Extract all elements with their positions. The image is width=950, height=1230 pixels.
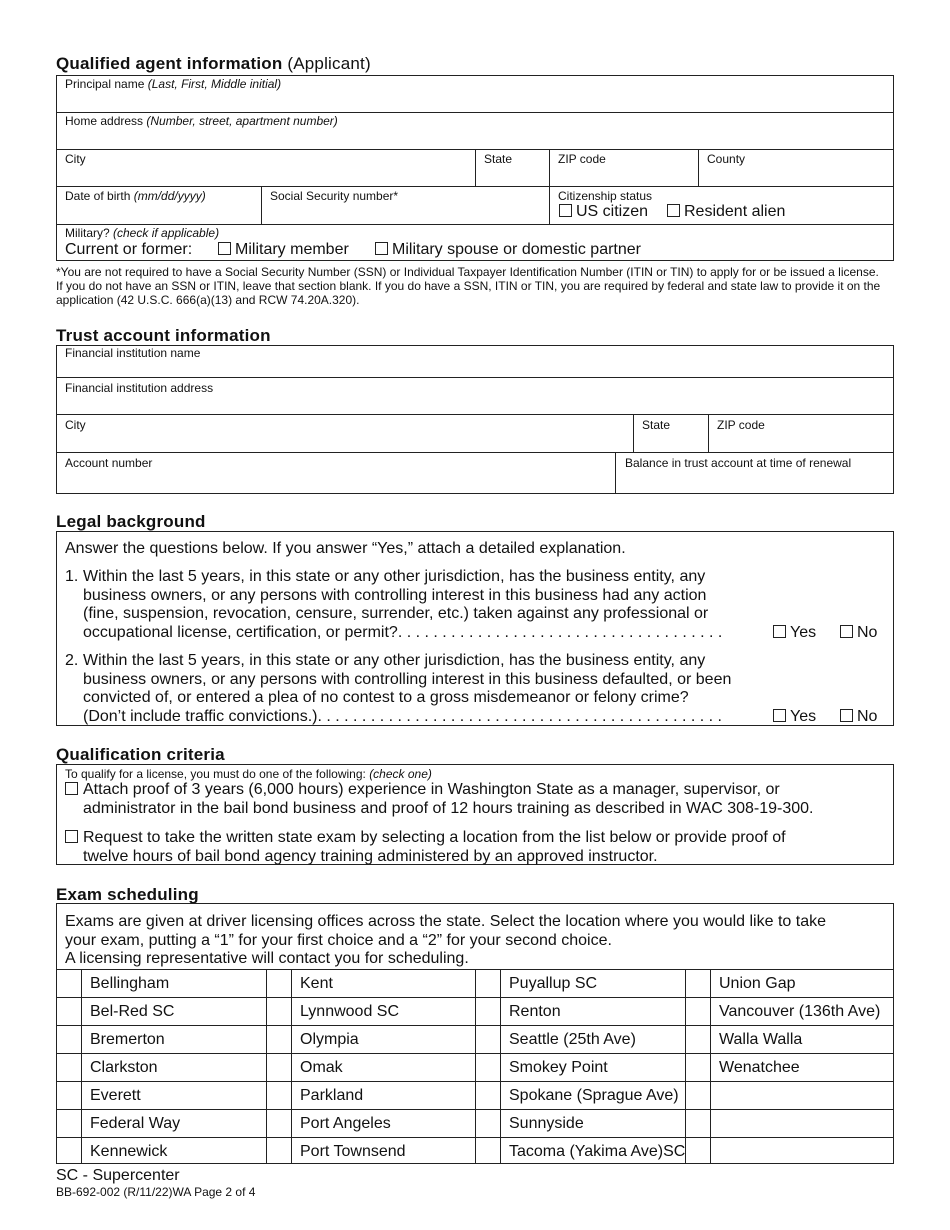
question-1-line: Within the last 5 years, in this state or any other jurisdiction, has the business entity, any — [83, 568, 706, 585]
military-label — [65, 226, 219, 240]
exam-choice-box[interactable] — [475, 1109, 500, 1137]
question-2-no-checkbox[interactable] — [840, 709, 853, 722]
exam-choice-box[interactable] — [266, 969, 291, 997]
question-1-yes-checkbox[interactable] — [773, 625, 786, 638]
resident-alien-label: Resident alien — [684, 203, 786, 220]
divider — [261, 186, 262, 224]
exam-location: Sunnyside — [509, 1115, 584, 1132]
exam-location: Wenatchee — [719, 1059, 800, 1076]
institution-address-field[interactable]: Financial institution address — [65, 381, 214, 395]
yes-label: Yes — [790, 624, 817, 641]
military-text: Military? — [65, 226, 110, 240]
legal-section-title: Legal background — [56, 512, 206, 531]
exam-location: Seattle (25th Ave) — [509, 1031, 636, 1048]
resident-alien-option[interactable] — [667, 203, 785, 221]
exam-location: Renton — [509, 1003, 561, 1020]
exam-location: Walla Walla — [719, 1031, 803, 1048]
exam-choice-box[interactable] — [475, 1081, 500, 1109]
exam-choice-box[interactable] — [266, 1081, 291, 1109]
grid-line — [710, 969, 711, 1164]
current-former-label: Current or former: — [65, 241, 193, 258]
grid-line — [500, 969, 501, 1164]
exam-choice-box[interactable] — [56, 1025, 81, 1053]
question-2-yes[interactable] — [773, 708, 816, 726]
question-2-line: Within the last 5 years, in this state or any other jurisdiction, has the business entity, any — [83, 652, 706, 669]
ssn-footnote-star: * — [56, 265, 61, 279]
form-id: BB-692-002 (R/11/22)WA Page 2 of 4 — [56, 1185, 256, 1199]
exam-choice-box[interactable] — [685, 1053, 710, 1081]
exam-location: Bel-Red SC — [90, 1003, 175, 1020]
agent-city-field[interactable]: City — [65, 152, 86, 166]
exam-choice-box[interactable] — [56, 1137, 81, 1165]
option-1-line: administrator in the bail bond business and proof of 12 hours training as described in WAC 308-19-300. — [83, 799, 814, 817]
dob-hint: (mm/dd/yyyy) — [133, 189, 206, 203]
exam-choice-box[interactable] — [266, 1053, 291, 1081]
exam-choice-box[interactable] — [266, 1025, 291, 1053]
exam-choice-box[interactable] — [475, 1137, 500, 1165]
no-label: No — [857, 708, 878, 725]
home-address-label: Home address — [65, 114, 144, 128]
exam-section-title: Exam scheduling — [56, 885, 199, 904]
qualification-option-2-text — [83, 829, 786, 866]
exam-intro-line: A licensing representative will contact you for scheduling. — [65, 950, 469, 968]
divider — [56, 414, 894, 415]
principal-name-field[interactable] — [65, 77, 281, 91]
exam-choice-box[interactable] — [266, 1137, 291, 1165]
exam-location: Omak — [300, 1059, 343, 1076]
qualification-intro — [65, 767, 432, 781]
question-2-line: business owners, or any persons with controlling interest in this business defaulted, or been — [83, 670, 732, 688]
exam-choice-box[interactable] — [475, 1025, 500, 1053]
divider — [708, 414, 709, 452]
us-citizen-option[interactable] — [559, 203, 648, 221]
divider — [56, 224, 894, 225]
option-1-checkbox[interactable] — [65, 782, 78, 795]
agent-county-field[interactable]: County — [707, 152, 746, 166]
dob-label: Date of birth — [65, 189, 131, 203]
divider — [56, 452, 894, 453]
exam-choice-box[interactable] — [475, 997, 500, 1025]
exam-choice-box[interactable] — [266, 997, 291, 1025]
agent-section-title — [56, 54, 371, 74]
agent-title-suffix: (Applicant) — [287, 54, 371, 73]
divider — [549, 149, 550, 224]
military-member-label: Military member — [235, 241, 349, 258]
exam-location: Bremerton — [90, 1031, 165, 1048]
exam-intro-line: your exam, putting a “1” for your first choice and a “2” for your second choice. — [65, 931, 612, 949]
military-member-option[interactable] — [218, 241, 349, 259]
trust-zip-field[interactable]: ZIP code — [717, 418, 765, 432]
exam-choice-box[interactable] — [56, 969, 81, 997]
yes-label: Yes — [790, 708, 817, 725]
exam-location: Kennewick — [90, 1143, 168, 1160]
exam-location: Spokane (Sprague Ave) — [509, 1087, 679, 1104]
exam-choice-box[interactable] — [685, 969, 710, 997]
exam-location: Smokey Point — [509, 1059, 608, 1076]
divider — [56, 112, 894, 113]
question-2-no[interactable] — [840, 708, 877, 726]
us-citizen-label: US citizen — [576, 203, 649, 220]
exam-choice-box[interactable] — [685, 1025, 710, 1053]
qualification-intro-text: To qualify for a license, you must do one of the following: — [65, 767, 366, 781]
option-1-line: Attach proof of 3 years (6,000 hours) experience in Washington State as a manager, supervisor, or — [83, 781, 780, 798]
trust-balance-field[interactable]: Balance in trust account at time of renewal — [625, 456, 852, 470]
option-2-checkbox[interactable] — [65, 830, 78, 843]
home-address-hint: (Number, street, apartment number) — [146, 114, 338, 128]
exam-choice-box[interactable] — [685, 1081, 710, 1109]
exam-choice-box[interactable] — [56, 1109, 81, 1137]
question-1-no-checkbox[interactable] — [840, 625, 853, 638]
citizenship-label: Citizenship status — [558, 189, 653, 203]
exam-location: Clarkston — [90, 1059, 158, 1076]
ssn-footnote — [56, 265, 886, 307]
institution-name-field[interactable]: Financial institution name — [65, 346, 201, 360]
grid-line — [291, 969, 292, 1164]
divider — [475, 149, 476, 186]
resident-alien-checkbox[interactable] — [667, 204, 680, 217]
exam-location: Kent — [300, 975, 333, 992]
exam-choice-box[interactable] — [685, 997, 710, 1025]
option-2-line: twelve hours of bail bond agency training administered by an approved instructor. — [83, 847, 658, 865]
exam-intro — [65, 913, 826, 969]
principal-name-hint: (Last, First, Middle initial) — [147, 77, 282, 91]
qualification-option-2[interactable] — [65, 829, 82, 848]
legal-intro: Answer the questions below. If you answer “Yes,” attach a detailed explanation. — [65, 540, 626, 557]
divider — [698, 149, 699, 186]
military-spouse-label: Military spouse or domestic partner — [392, 241, 641, 258]
exam-location: Lynnwood SC — [300, 1003, 400, 1020]
question-1 — [83, 568, 783, 643]
exam-choice-box[interactable] — [56, 997, 81, 1025]
ssn-field[interactable]: Social Security number* — [270, 189, 399, 203]
divider — [633, 414, 634, 452]
exam-location: Parkland — [300, 1087, 364, 1104]
option-2-line: Request to take the written state exam by selecting a location from the list below or provide proof of — [83, 829, 786, 846]
question-2-line: (Don’t include traffic convictions.). . . . . . . . . . . . . . . . . . . . . . . . . . . . . . . . . . . . . . . . . . . . . . — [83, 708, 722, 726]
trust-state-field[interactable]: State — [642, 418, 671, 432]
qualification-section-title: Qualification criteria — [56, 745, 225, 764]
exam-location: Port Angeles — [300, 1115, 391, 1132]
dob-field[interactable] — [65, 189, 206, 203]
agent-zip-field[interactable]: ZIP code — [558, 152, 606, 166]
military-spouse-checkbox[interactable] — [375, 242, 388, 255]
question-1-no[interactable] — [840, 624, 877, 642]
qualification-intro-hint: (check one) — [369, 767, 432, 781]
home-address-field[interactable] — [65, 114, 338, 128]
divider — [56, 377, 894, 378]
question-1-line: (fine, suspension, revocation, censure, surrender, etc.) taken against any professional or — [83, 605, 709, 623]
grid-line — [81, 969, 82, 1164]
ssn-footnote-text: You are not required to have a Social Security Number (SSN) or Individual Taxpayer Identification Number (ITIN or TIN) to apply for or be issued a license. If you do not have an SSN or ITIN, leave that section blank. If you do have a SSN, ITIN or TIN, you are required by federal and state law to provide it on the application (42 U.S.C. 666(a)(13) and RCW 74.20A.320). — [56, 265, 881, 307]
question-1-line: business owners, or any persons with controlling interest in this business had any action — [83, 586, 707, 604]
trust-city-field[interactable]: City — [65, 418, 86, 432]
divider — [615, 452, 616, 494]
exam-location: Everett — [90, 1087, 141, 1104]
exam-choice-box[interactable] — [685, 1109, 710, 1137]
divider — [56, 186, 894, 187]
exam-location: Puyallup SC — [509, 975, 598, 992]
exam-location: Bellingham — [90, 975, 170, 992]
military-spouse-option[interactable] — [375, 241, 641, 259]
exam-choice-box[interactable] — [475, 969, 500, 997]
exam-location: Olympia — [300, 1031, 359, 1048]
us-citizen-checkbox[interactable] — [559, 204, 572, 217]
exam-location: Union Gap — [719, 975, 796, 992]
question-2 — [83, 652, 783, 727]
agent-state-field[interactable]: State — [484, 152, 513, 166]
military-hint: (check if applicable) — [113, 226, 220, 240]
qualification-option-1-text — [83, 781, 814, 818]
question-2-line: convicted of, or entered a plea of no contest to a gross misdemeanor or felony crime? — [83, 689, 689, 707]
exam-intro-line: Exams are given at driver licensing offices across the state. Select the location where you would like to take — [65, 913, 826, 930]
no-label: No — [857, 624, 878, 641]
question-1-line: occupational license, certification, or permit?. . . . . . . . . . . . . . . . . . . . . . . . . . . . . . . . . . . . . — [83, 624, 723, 642]
exam-location: Tacoma (Yakima Ave)SC — [509, 1143, 686, 1160]
question-1-yes[interactable] — [773, 624, 816, 642]
exam-location: Federal Way — [90, 1115, 181, 1132]
account-number-field[interactable]: Account number — [65, 456, 153, 470]
exam-location: Vancouver (136th Ave) — [719, 1003, 881, 1020]
question-2-number: 2. — [65, 652, 79, 669]
qualification-option-1[interactable] — [65, 781, 82, 800]
question-1-number: 1. — [65, 568, 79, 585]
supercenter-note: SC - Supercenter — [56, 1167, 180, 1184]
exam-choice-box[interactable] — [266, 1109, 291, 1137]
trust-info-box — [56, 345, 894, 494]
question-2-yes-checkbox[interactable] — [773, 709, 786, 722]
principal-name-label: Principal name — [65, 77, 145, 91]
trust-section-title: Trust account information — [56, 326, 271, 345]
exam-choice-box[interactable] — [475, 1053, 500, 1081]
exam-choice-box[interactable] — [56, 1053, 81, 1081]
military-member-checkbox[interactable] — [218, 242, 231, 255]
exam-choice-box[interactable] — [56, 1081, 81, 1109]
exam-location: Port Townsend — [300, 1143, 406, 1160]
exam-choice-box[interactable] — [685, 1137, 710, 1165]
agent-title-text: Qualified agent information — [56, 54, 283, 73]
